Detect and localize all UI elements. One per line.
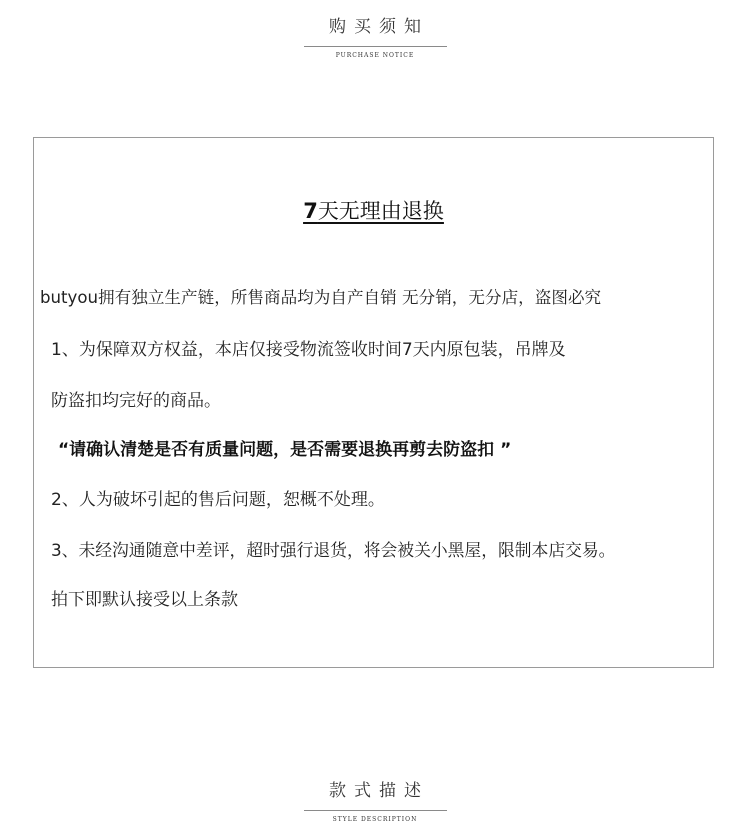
return-policy-title <box>34 196 713 226</box>
anti-theft-tag-warning: “请确认清楚是否有质量问题，是否需要退换再剪去防盗扣 ” <box>58 440 512 460</box>
return-policy-box <box>33 137 714 668</box>
policy-rule-3: 3、未经沟通随意中差评，超时强行退货，将会被关小黑屋，限制本店交易。 <box>51 540 616 560</box>
policy-rule-1-line-1: 1、为保障双方权益，本店仅接受物流签收时间7天内原包装，吊牌及 <box>51 340 566 360</box>
style-description-header <box>0 780 750 824</box>
style-description-subtitle: STYLE DESCRIPTION <box>332 816 418 823</box>
style-description-title: 款式描述 <box>329 781 429 801</box>
purchase-notice-header <box>0 16 750 60</box>
header-divider <box>304 46 447 47</box>
header-divider <box>304 810 447 811</box>
purchase-notice-subtitle: PURCHASE NOTICE <box>335 52 415 59</box>
policy-rule-2: 2、人为破坏引起的售后问题，恕概不处理。 <box>51 490 385 510</box>
title-text: 天无理由退换 <box>317 199 444 223</box>
policy-rule-1-line-2: 防盗扣均完好的商品。 <box>51 391 221 411</box>
purchase-notice-title: 购买须知 <box>329 17 429 37</box>
terms-acceptance-text: 拍下即默认接受以上条款 <box>51 590 238 610</box>
brand-intro-text: butyou拥有独立生产链，所售商品均为自产自销 无分销，无分店，盗图必究 <box>40 288 602 307</box>
title-number: 7 <box>303 199 318 223</box>
